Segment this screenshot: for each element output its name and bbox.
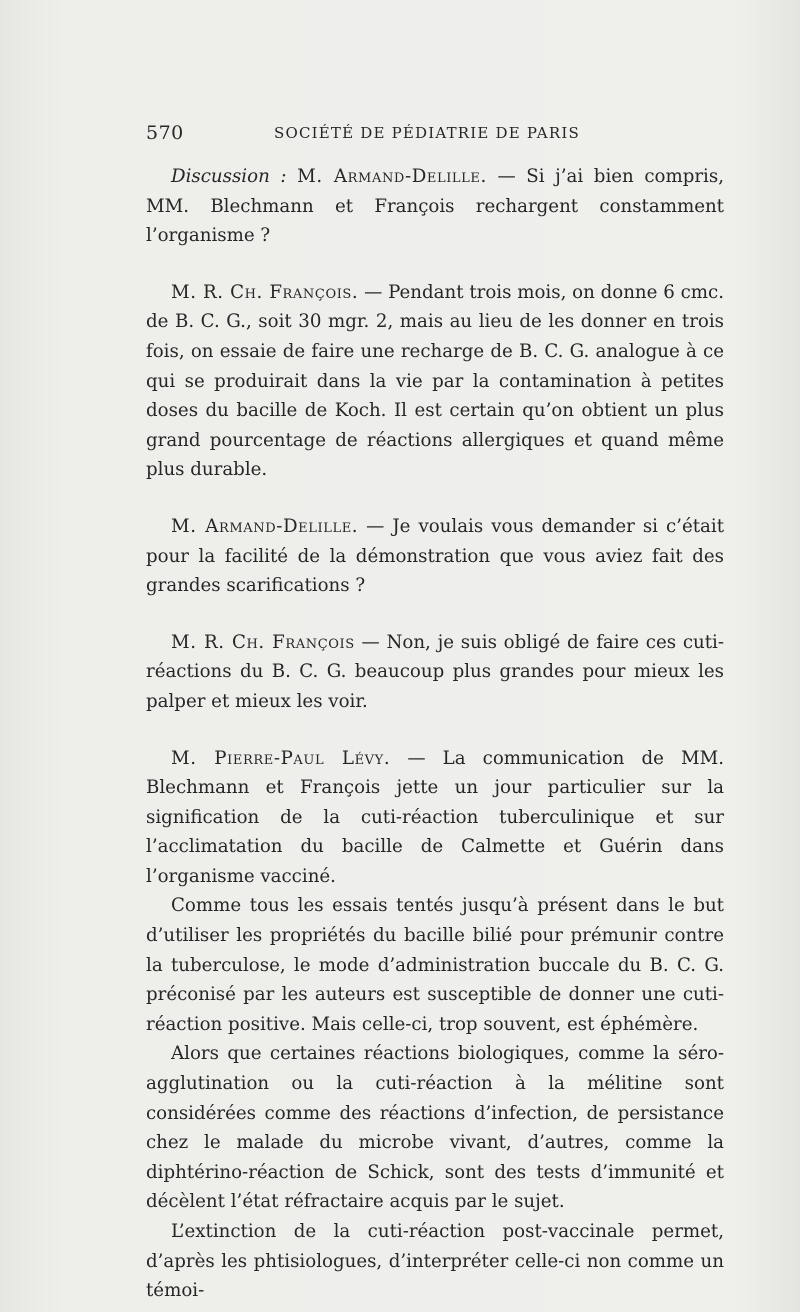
paragraph-text: — Je voulais vous demander si c’était pour la facilité de la démonstration que vous aviez fait des grandes scarifications ?	[146, 515, 724, 597]
paragraph-answer	[146, 628, 724, 717]
paragraph-body: Comme tous les essais tentés jusqu’à présent dans le but d’utiliser les propriétés du bacille bilié pour prémunir contre la tuberculose, le mode d’administration buccale du B. C. G. préconisé par les auteurs est susceptible de donner une cuti-réaction positive. Mais celle-ci, trop souvent, est éphémère.	[146, 895, 724, 1035]
paragraph-text: — Non, je suis obligé de faire ces cuti-réactions du B. C. G. beaucoup plus grandes pour mieux les palper et mieux les voir.	[146, 631, 724, 712]
speaker-name: M. Armand-Delille.	[171, 515, 359, 537]
paragraph-text: — Si j’ai bien compris, MM. Blechmann et François rechargent constamment l’organisme ?	[146, 166, 724, 247]
running-head	[146, 122, 724, 148]
speaker-name: M. R. Ch. François.	[171, 281, 359, 303]
paragraph-body: L’extinction de la cuti-réaction post-vaccinale permet, d’après les phtisiologues, d’interpréter celle-ci non comme un témoi-	[146, 1221, 724, 1302]
paragraph-reply	[146, 278, 724, 485]
speaker-name: M. Armand-Delille.	[297, 166, 487, 187]
discussion-label: Discussion :	[171, 166, 287, 187]
page-number: 570	[146, 122, 184, 144]
paragraph-communication	[146, 744, 724, 892]
paragraph-text: — La communication de MM. Blechmann et François jette un jour particulier sur la signification de la cuti-réaction tuberculinique et sur l’acclimatation du bacille de Calmette et Guérin dans l’organisme vacciné.	[146, 747, 725, 887]
header-title: SOCIÉTÉ DE PÉDIATRIE DE PARIS	[274, 124, 580, 142]
paragraph-discussion	[146, 162, 724, 251]
paragraph-question	[146, 512, 724, 601]
paragraph-body: Alors que certaines réactions biologiques, comme la séro-agglutination ou la cuti-réaction à la mélitine sont considérées comme des réactions d’infection, de persistance chez le malade du microbe vivant, d’autres, comme la diphtérino-réaction de Schick, sont des tests d’immunité et décèlent l’état réfractaire acquis par le sujet.	[146, 1043, 724, 1213]
speaker-name: M. Pierre-Paul Lévy.	[171, 747, 391, 769]
speaker-name: M. R. Ch. François	[171, 631, 355, 653]
paragraph-text: — Pendant trois mois, on donne 6 cmc. de B. C. G., soit 30 mgr. 2, mais au lieu de les donner en trois fois, on essaie de faire une recharge de B. C. G. analogue à ce qui se produirait dans la vie par la contamination à petites doses du bacille de Koch. Il est certain qu’on obtient un plus grand pourcentage de réactions allergiques et quand même plus durable.	[146, 281, 724, 481]
body-text	[146, 162, 724, 1306]
